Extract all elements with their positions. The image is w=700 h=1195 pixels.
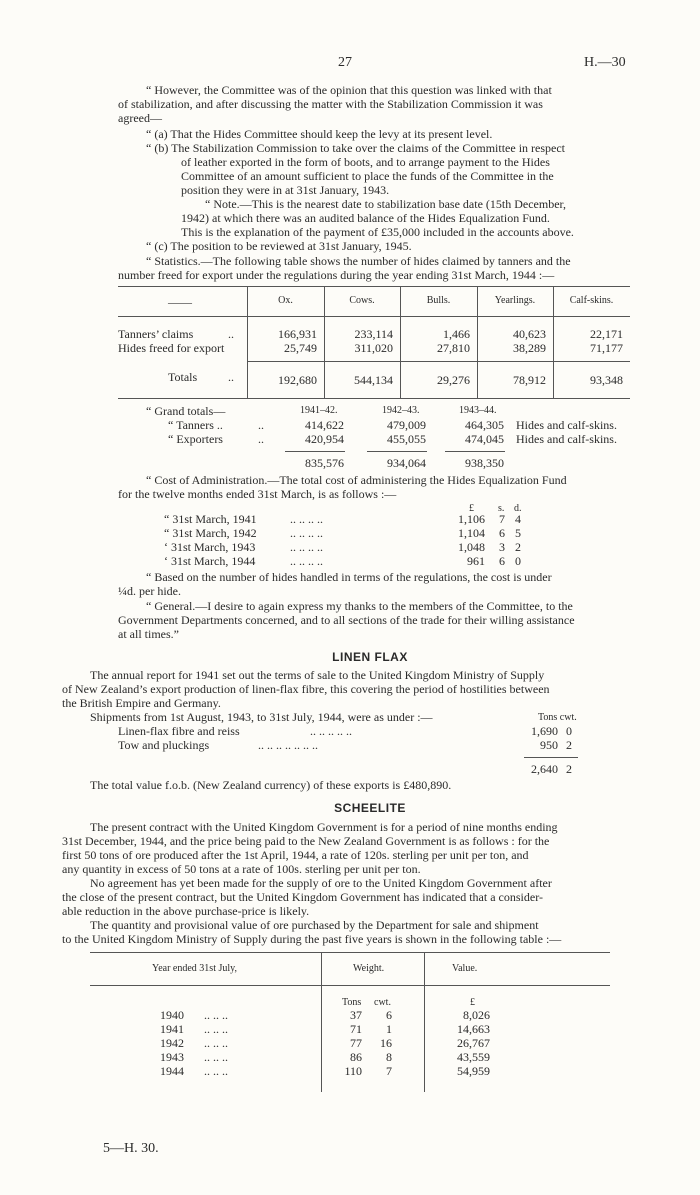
- text-line: The total value f.o.b. (New Zealand currency) of these exports is £480,890.: [90, 778, 452, 792]
- admin-line: “ Cost of Administration.—The total cost of administering the Hides Equalization Fund: [146, 473, 567, 487]
- amount-value: 8,026: [463, 1008, 490, 1022]
- statistics-line: “ Statistics.—The following table shows the number of hides claimed by tanners and the: [146, 254, 571, 268]
- row-year: 1941: [160, 1022, 184, 1036]
- row-label: Hides freed for export: [118, 341, 225, 355]
- text-line: the British Empire and Germany.: [62, 696, 221, 710]
- text-line: of leather exported in the form of boots, and to arrange payment to the Hides: [181, 155, 550, 169]
- table-cell: 474,045: [465, 432, 504, 446]
- row-label: ‘ 31st March, 1943: [164, 540, 256, 554]
- row-label: “ 31st March, 1942: [164, 526, 257, 540]
- text-line: the close of the present contract, but the United Kingdom Government has indicated that a consider-: [62, 890, 543, 904]
- amount-pounds: 1,104: [458, 526, 485, 540]
- amount-tons: 86: [350, 1050, 362, 1064]
- table-divider: [424, 952, 425, 1092]
- text-line: agreed—: [118, 111, 162, 125]
- text-line: This is the explanation of the payment of £35,000 included in the accounts above.: [181, 225, 574, 239]
- text-line: of New Zealand’s export production of linen-flax fibre, this covering the period of hostilities between: [62, 682, 550, 696]
- sum-cell: 938,350: [465, 456, 504, 470]
- sum-rule: [367, 451, 427, 452]
- amount-pounds: 1,106: [458, 512, 485, 526]
- table-cell: 27,810: [437, 341, 470, 355]
- note-line: “ Note.—This is the nearest date to stabilization base date (15th December,: [205, 197, 567, 211]
- leader-dots: ..: [258, 418, 264, 432]
- amount-pounds: 1,048: [458, 540, 485, 554]
- table-cell: 38,289: [513, 341, 546, 355]
- amount-value: 14,663: [457, 1022, 490, 1036]
- text-line: first 50 tons of ore produced after the 1st April, 1944, a rate of 120s. sterling per unit per ton, and: [62, 848, 529, 862]
- total-tons: 2,640: [531, 762, 558, 776]
- amount-value: 26,767: [457, 1036, 490, 1050]
- amount-tons: 77: [350, 1036, 362, 1050]
- column-header: Ox.: [278, 295, 293, 306]
- row-year: 1942: [160, 1036, 184, 1050]
- amount-tons: 37: [350, 1008, 362, 1022]
- amount-tons: 110: [344, 1064, 362, 1078]
- text-line: of stabilization, and after discussing the matter with the Stabilization Commission it was: [118, 97, 543, 111]
- row-label: “ Exporters: [168, 432, 223, 446]
- table-corner: ——: [168, 295, 192, 309]
- row-label: Linen-flax fibre and reiss: [118, 724, 240, 738]
- table-cell: 455,055: [387, 432, 426, 446]
- total-cell: 78,912: [513, 373, 546, 387]
- section-heading-linen-flax: LINEN FLAX: [332, 650, 408, 664]
- unit-pounds: £: [470, 997, 475, 1008]
- table-cell: 25,749: [284, 341, 317, 355]
- total-cell: 93,348: [590, 373, 623, 387]
- table-cell: 479,009: [387, 418, 426, 432]
- leader-dots: .. .. .. .. .. .. ..: [258, 738, 318, 752]
- amount-pounds: 961: [467, 554, 485, 568]
- document-reference: H.—30: [584, 55, 626, 70]
- amount-shillings: 6: [499, 526, 505, 540]
- table-rule: [247, 361, 630, 362]
- amount-tons: 71: [350, 1022, 362, 1036]
- general-line: “ General.—I desire to again express my thanks to the members of the Committee, to the: [146, 599, 573, 613]
- sum-cell: 934,064: [387, 456, 426, 470]
- table-cell: 414,622: [305, 418, 344, 432]
- text-line: for the twelve months ended 31st March, is as follows :—: [118, 487, 397, 501]
- sum-rule: [285, 451, 345, 452]
- column-header: Weight.: [353, 963, 385, 974]
- text-line: any quantity in excess of 50 tons at a rate of 100s. sterling per unit per ton.: [62, 862, 421, 876]
- leader-dots: .. .. ..: [204, 1036, 228, 1050]
- amount-cwt: 7: [386, 1064, 392, 1078]
- row-year: 1944: [160, 1064, 184, 1078]
- column-header: Year ended 31st July,: [152, 963, 237, 974]
- text-line: position they were in at 31st January, 1943.: [181, 183, 390, 197]
- row-year: 1943: [160, 1050, 184, 1064]
- table-cell: 233,114: [354, 327, 393, 341]
- clause-c: “ (c) The position to be reviewed at 31st January, 1945.: [146, 239, 412, 253]
- text-line: “ However, the Committee was of the opinion that this question was linked with that: [146, 83, 552, 97]
- amount-shillings: 3: [499, 540, 505, 554]
- text-line: ¼d. per hide.: [118, 584, 181, 598]
- table-cell: 420,954: [305, 432, 344, 446]
- text-line: able reduction in the above purchase-price is likely.: [62, 904, 310, 918]
- text-line: at all times.”: [118, 627, 179, 641]
- amount-tons: 1,690: [531, 724, 558, 738]
- sum-rule: [524, 757, 578, 758]
- table-cell: 1,466: [443, 327, 470, 341]
- text-line: Government Departments concerned, and to all sections of the trade for their willing assistance: [118, 613, 575, 627]
- column-header: Bulls.: [426, 295, 451, 306]
- amount-pence: 5: [515, 526, 521, 540]
- leader-dots: ..: [228, 370, 234, 384]
- totals-label: Totals: [168, 370, 198, 384]
- leader-dots: .. .. .. ..: [290, 540, 323, 554]
- amount-shillings: 6: [499, 554, 505, 568]
- amount-value: 54,959: [457, 1064, 490, 1078]
- table-cell: 464,305: [465, 418, 504, 432]
- leader-dots: .. .. .. ..: [290, 554, 323, 568]
- unit-pence: d.: [514, 503, 522, 514]
- sum-rule: [445, 451, 505, 452]
- table-cell: 166,931: [278, 327, 317, 341]
- text-line: Shipments from 1st August, 1943, to 31st July, 1944, were as under :—: [90, 710, 433, 724]
- leader-dots: .. .. .. ..: [290, 512, 323, 526]
- unit-pounds: £: [469, 503, 474, 514]
- text-line: to the United Kingdom Ministry of Supply during the past five years is shown in the following table :—: [62, 932, 562, 946]
- total-cwt: 2: [566, 762, 572, 776]
- leader-dots: .. .. ..: [204, 1008, 228, 1022]
- table-rule: [90, 985, 610, 986]
- leader-dots: .. .. .. ..: [290, 526, 323, 540]
- table-cell: 311,020: [354, 341, 393, 355]
- text-line: The annual report for 1941 set out the terms of sale to the United Kingdom Ministry of Supply: [90, 668, 545, 682]
- sum-cell: 835,576: [305, 456, 344, 470]
- amount-shillings: 7: [499, 512, 505, 526]
- amount-tons: 950: [540, 738, 558, 752]
- text-line: 31st December, 1944, and the price being paid to the New Zealand Government is as follows : for the: [62, 834, 550, 848]
- amount-cwt: 6: [386, 1008, 392, 1022]
- grand-totals-label: “ Grand totals—: [146, 404, 226, 418]
- leader-dots: ..: [258, 432, 264, 446]
- column-header: Cows.: [349, 295, 375, 306]
- text-line: 1942) at which there was an audited balance of the Hides Equalization Fund.: [181, 211, 550, 225]
- amount-pence: 2: [515, 540, 521, 554]
- row-label: Tow and pluckings: [118, 738, 210, 752]
- amount-value: 43,559: [457, 1050, 490, 1064]
- leader-dots: ..: [228, 327, 234, 341]
- unit-cwt: cwt.: [374, 997, 391, 1008]
- table-cell: 71,177: [590, 341, 623, 355]
- section-heading-scheelite: SCHEELITE: [334, 801, 406, 815]
- table-divider: [321, 952, 322, 1092]
- table-rule: [90, 952, 610, 953]
- clause-b: “ (b) The Stabilization Commission to take over the claims of the Committee in respect: [146, 141, 566, 155]
- row-note: Hides and calf-skins.: [516, 432, 617, 446]
- printer-signature: 5—H. 30.: [103, 1141, 159, 1156]
- table-rule: [118, 398, 630, 399]
- total-cell: 544,134: [354, 373, 393, 387]
- row-label: ‘ 31st March, 1944: [164, 554, 256, 568]
- column-header: Calf-skins.: [569, 295, 614, 306]
- leader-dots: .. .. .. .. ..: [310, 724, 352, 738]
- amount-cwt: 16: [380, 1036, 392, 1050]
- year-header: 1942–43.: [382, 405, 420, 416]
- amount-cwt: 8: [386, 1050, 392, 1064]
- text-line: No agreement has yet been made for the supply of ore to the United Kingdom Government after: [90, 876, 552, 890]
- text-line: Committee of an amount sufficient to place the funds of the Committee in the: [181, 169, 554, 183]
- unit-tons: Tons: [342, 997, 362, 1008]
- row-note: Hides and calf-skins.: [516, 418, 617, 432]
- leader-dots: .. .. ..: [204, 1050, 228, 1064]
- amount-pence: 0: [515, 554, 521, 568]
- page-number: 27: [338, 55, 352, 70]
- row-label: Tanners’ claims: [118, 327, 194, 341]
- clause-a: “ (a) That the Hides Committee should keep the levy at its present level.: [146, 127, 493, 141]
- year-header: 1941–42.: [300, 405, 338, 416]
- total-cell: 192,680: [278, 373, 317, 387]
- amount-cwt: 2: [566, 738, 572, 752]
- leader-dots: .. .. ..: [204, 1064, 228, 1078]
- year-header: 1943–44.: [459, 405, 497, 416]
- total-cell: 29,276: [437, 373, 470, 387]
- amount-pence: 4: [515, 512, 521, 526]
- leader-dots: .. .. ..: [204, 1022, 228, 1036]
- column-header: Yearlings.: [494, 295, 536, 306]
- row-label: “ 31st March, 1941: [164, 512, 257, 526]
- table-cell: 22,171: [590, 327, 623, 341]
- row-label: “ Tanners ..: [168, 418, 223, 432]
- text-line: The present contract with the United Kingdom Government is for a period of nine months ending: [90, 820, 558, 834]
- text-line: “ Based on the number of hides handled in terms of the regulations, the cost is under: [146, 570, 552, 584]
- amount-cwt: 0: [566, 724, 572, 738]
- table-cell: 40,623: [513, 327, 546, 341]
- text-line: number freed for export under the regulations during the year ending 31st March, 1944 :—: [118, 268, 555, 282]
- unit-shillings: s.: [498, 503, 505, 514]
- units-tons-cwt: Tons cwt.: [538, 712, 577, 723]
- text-line: The quantity and provisional value of ore purchased by the Department for sale and shipment: [90, 918, 539, 932]
- amount-cwt: 1: [386, 1022, 392, 1036]
- row-year: 1940: [160, 1008, 184, 1022]
- column-header: Value.: [452, 963, 478, 974]
